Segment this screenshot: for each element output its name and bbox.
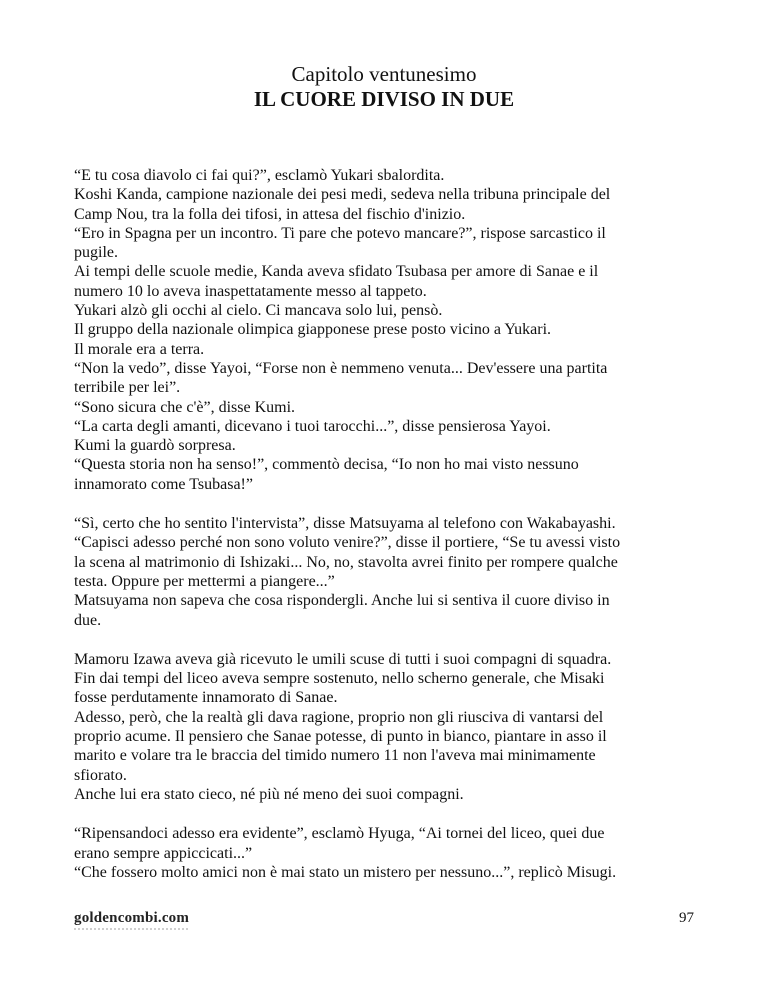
text-line: innamorato come Tsubasa!” (74, 475, 253, 493)
body-text (74, 166, 694, 882)
paragraph (74, 166, 694, 494)
text-line: “Questa storia non ha senso!”, commentò decisa, “Io non ho mai visto nessuno (74, 456, 579, 474)
text-line: Anche lui era stato cieco, né più né meno dei suoi compagni. (74, 785, 464, 803)
text-line: Fin dai tempi del liceo aveva sempre sostenuto, nello scherno generale, che Misaki (74, 670, 605, 688)
text-line: la scena al matrimonio di Ishizaki... No, no, stavolta avrei finito per rompere qualche (74, 553, 618, 571)
text-line: sfiorato. (74, 766, 127, 784)
text-line: Yukari alzò gli occhi al cielo. Ci mancava solo lui, pensò. (74, 302, 443, 320)
text-line: “Sì, certo che ho sentito l'intervista”, disse Matsuyama al telefono con Wakabayashi. (74, 515, 616, 533)
text-line: “La carta degli amanti, dicevano i tuoi tarocchi...”, disse pensierosa Yayoi. (74, 417, 551, 435)
chapter-title: IL CUORE DIVISO IN DUE (253, 87, 515, 111)
paragraph (74, 650, 694, 804)
footer-site-name: goldencombi.com (74, 910, 190, 926)
text-line: “Ripensandoci adesso era evidente”, esclamò Hyuga, “Ai tornei del liceo, quei due (74, 825, 605, 843)
text-line: testa. Oppure per mettermi a piangere...” (74, 572, 335, 590)
paragraph (74, 824, 694, 882)
text-line: Il morale era a terra. (74, 340, 205, 358)
text-line: “Sono sicura che c'è”, disse Kumi. (74, 398, 296, 416)
paragraph (74, 514, 694, 630)
text-line: Koshi Kanda, campione nazionale dei pesi medi, sedeva nella tribuna principale del (74, 186, 611, 204)
text-line: terribile per lei”. (74, 379, 181, 397)
text-line: numero 10 lo aveva inaspettatamente messo al tappeto. (74, 282, 427, 300)
text-line: Camp Nou, tra la folla dei tifosi, in attesa del fischio d'inizio. (74, 205, 466, 223)
text-line: due. (74, 611, 102, 629)
chapter-label: Capitolo ventunesimo (291, 62, 477, 86)
text-line: Matsuyama non sapeva che cosa rispondergli. Anche lui si sentiva il cuore diviso in (74, 592, 610, 610)
text-line: “E tu cosa diavolo ci fai qui?”, esclamò Yukari sbalordita. (74, 167, 445, 184)
text-line: erano sempre appiccicati...” (74, 844, 253, 862)
text-line: proprio acume. Il pensiero che Sanae potesse, di punto in bianco, piantare in asso il (74, 728, 607, 746)
text-line: “Ero in Spagna per un incontro. Ti pare che potevo mancare?”, rispose sarcastico il (74, 224, 606, 242)
text-line: Il gruppo della nazionale olimpica giapponese prese posto vicino a Yukari. (74, 321, 552, 339)
text-line: Adesso, però, che la realtà gli dava ragione, proprio non gli riusciva di vantarsi del (74, 708, 604, 726)
text-line: Mamoru Izawa aveva già ricevuto le umili scuse di tutti i suoi compagni di squadra. (74, 650, 612, 668)
text-line: “Capisci adesso perché non sono voluto venire?”, disse il portiere, “Se tu avessi visto (74, 534, 621, 552)
text-line: Kumi la guardò sorpresa. (74, 437, 236, 455)
text-line: fosse perdutamente innamorato di Sanae. (74, 689, 338, 707)
text-line: pugile. (74, 244, 118, 262)
document-page (74, 62, 694, 902)
text-line: “Non la vedo”, disse Yayoi, “Forse non è nemmeno venuta... Dev'essere una partita (74, 359, 608, 377)
text-line: marito e volare tra le braccia del timido numero 11 non l'aveva mai minimamente (74, 747, 596, 765)
text-line: Ai tempi delle scuole medie, Kanda aveva sfidato Tsubasa per amore di Sanae e il (74, 263, 599, 281)
text-line: “Che fossero molto amici non è mai stato un mistero per nessuno...”, replicò Misugi. (74, 863, 617, 881)
page-number: 97 (679, 910, 694, 926)
